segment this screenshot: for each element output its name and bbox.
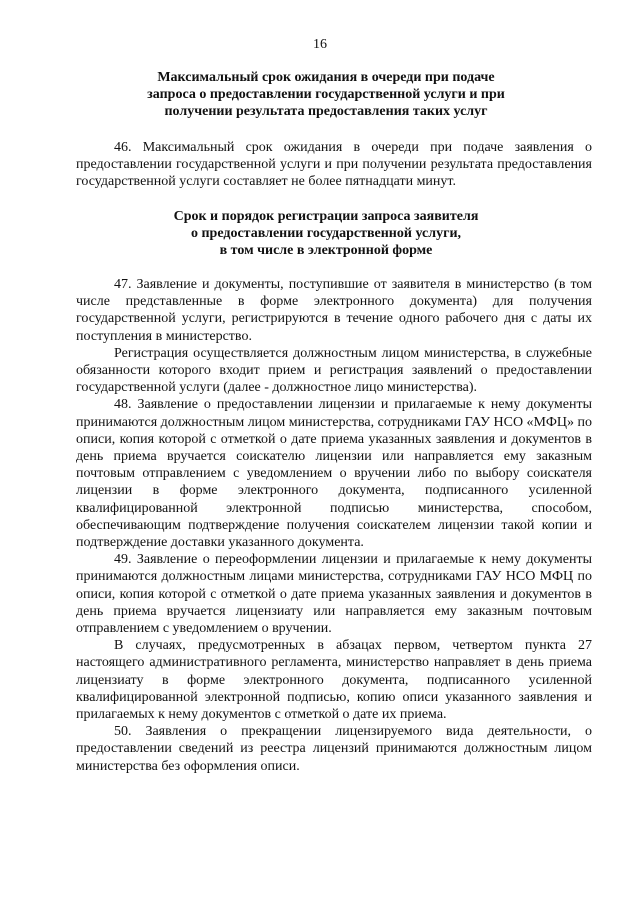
paragraph-49: 49. Заявление о переоформлении лицензии и прилагаемые к нему документы принимаются должностным лицами министерства, сотрудниками ГАУ НСО МФЦ по описи, копия которой с отметкой о дате приема указанных заявления и документов в день приема вручается лицензиату или направляется ему заказным почтовым отправлением с уведомлением о вручении. [76, 552, 592, 637]
heading-line: Срок и порядок регистрации запроса заявителя [173, 209, 479, 224]
section-heading-waiting-time [60, 69, 592, 120]
section-waiting-time-body [76, 139, 592, 191]
heading-line: Максимальный срок ожидания в очереди при подаче [157, 70, 495, 85]
paragraph-47-registration: Регистрация осуществляется должностным лицом министерства, в служебные обязанности которого входит прием и регистрация заявлений о предоставлении государственной услуги (далее - должностное лицо министерства). [76, 345, 592, 396]
section-registration-body [76, 276, 592, 775]
page-number: 16 [313, 37, 327, 52]
section-heading-registration [60, 208, 592, 259]
paragraph-49-cases: В случаях, предусмотренных в абзацах первом, четвертом пункта 27 настоящего административного регламента, министерство направляет в день приема лицензиату в форме электронного документа, подписанного усиленной квалифицированной электронной подписью, копию описи указанного заявления и прилагаемых к нему документов с отметкой о дате их приема. [76, 638, 592, 723]
paragraph-48: 48. Заявление о предоставлении лицензии и прилагаемые к нему документы принимаются должностным лицом министерства, сотрудниками ГАУ НСО «МФЦ» по описи, копия которой с отметкой о дате приема указанных заявления и документов в день приема вручается соискателю лицензии или направляется ему заказным почтовым отправлением с уведомлением о вручении либо по выбору соискателя лицензии в форме электронного документа, подписанного усиленной квалифицированной электронной подписью министерства, способом, обеспечивающим подтверждение получения соискателем лицензии такой копии и подтверждение доставки указанного документа. [76, 397, 592, 551]
paragraph-50: 50. Заявления о прекращении лицензируемого вида деятельности, о предоставлении сведений из реестра лицензий принимаются должностным лицом министерства без оформления описи. [76, 724, 592, 774]
heading-line: получении результата предоставления таких услуг [164, 104, 488, 119]
heading-line: запроса о предоставлении государственной услуги и при [147, 87, 505, 102]
heading-line: о предоставлении государственной услуги, [190, 226, 462, 241]
paragraph-47: 47. Заявление и документы, поступившие от заявителя в министерство (в том числе представленные в форме электронного документа) для получения государственной услуги, регистрируются в течение одного рабочего дня с даты их поступления в министерство. [76, 277, 592, 344]
paragraph-46: 46. Максимальный срок ожидания в очереди при подаче заявления о предоставлении государственной услуги и при получении результата предоставления государственной услуги составляет не более пятнадцати минут. [76, 140, 592, 190]
heading-line: в том числе в электронной форме [219, 243, 433, 258]
